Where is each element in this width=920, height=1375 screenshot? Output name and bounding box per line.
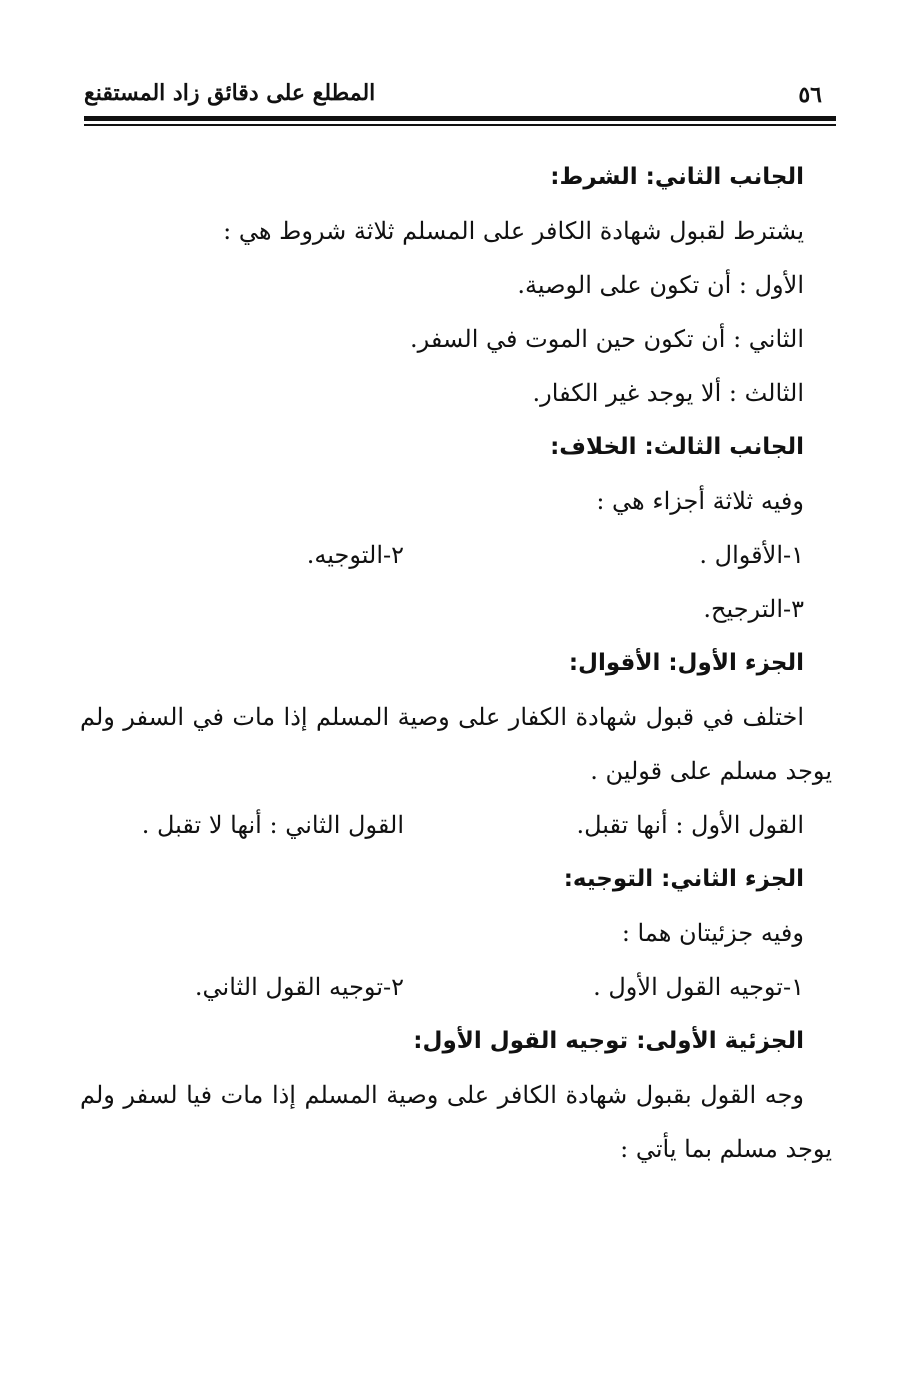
saying-1: القول الأول : أنها تقبل. (576, 811, 804, 839)
condition-item-2: الثاني : أن تكون حين الموت في السفر. (409, 325, 804, 353)
running-title: المطلع على دقائق زاد المستقنع (84, 80, 376, 106)
sayings-paragraph-line-2: يوجد مسلم على قولين . (590, 757, 832, 785)
section-heading-direction: الجزء الثاني: التوجيه: (563, 866, 804, 892)
direction-part-2: ٢-توجيه القول الثاني. (194, 973, 404, 1001)
page-header (84, 78, 836, 112)
section-heading-first-direction: الجزئية الأولى: توجيه القول الأول: (413, 1028, 804, 1054)
direction-parts-row (80, 960, 804, 1014)
condition-intro: يشترط لقبول شهادة الكافر على المسلم ثلاثة شروط هي : (223, 217, 804, 245)
dispute-parts-row (80, 528, 804, 582)
dispute-part-2: ٢-التوجيه. (306, 541, 404, 569)
dispute-intro: وفيه ثلاثة أجزاء هي : (596, 487, 804, 515)
direction-intro: وفيه جزئيتان هما : (621, 919, 804, 947)
page-body (80, 150, 832, 1176)
section-heading-sayings: الجزء الأول: الأقوال: (568, 650, 804, 676)
page-number: ٥٦ (798, 82, 822, 108)
saying-2: القول الثاني : أنها لا تقبل . (141, 811, 404, 839)
dispute-part-3: ٣-الترجيح. (703, 595, 804, 623)
section-heading-dispute: الجانب الثالث: الخلاف: (550, 434, 804, 460)
dispute-part-1: ١-الأقوال . (699, 541, 804, 569)
sayings-paragraph-line-1: اختلف في قبول شهادة الكفار على وصية المسلم إذا مات في السفر ولم (80, 703, 804, 731)
condition-item-3: الثالث : ألا يوجد غير الكفار. (532, 379, 804, 407)
sayings-row (80, 798, 804, 852)
direction-part-1: ١-توجيه القول الأول . (593, 973, 804, 1001)
header-rule-thick (84, 116, 836, 121)
first-direction-paragraph-line-1: وجه القول بقبول شهادة الكافر على وصية المسلم إذا مات فيا لسفر ولم (80, 1081, 804, 1109)
section-heading-condition: الجانب الثاني: الشرط: (550, 164, 804, 190)
condition-item-1: الأول : أن تكون على الوصية. (517, 271, 804, 299)
header-rule-thin (84, 124, 836, 126)
first-direction-paragraph-line-2: يوجد مسلم بما يأتي : (620, 1135, 832, 1163)
